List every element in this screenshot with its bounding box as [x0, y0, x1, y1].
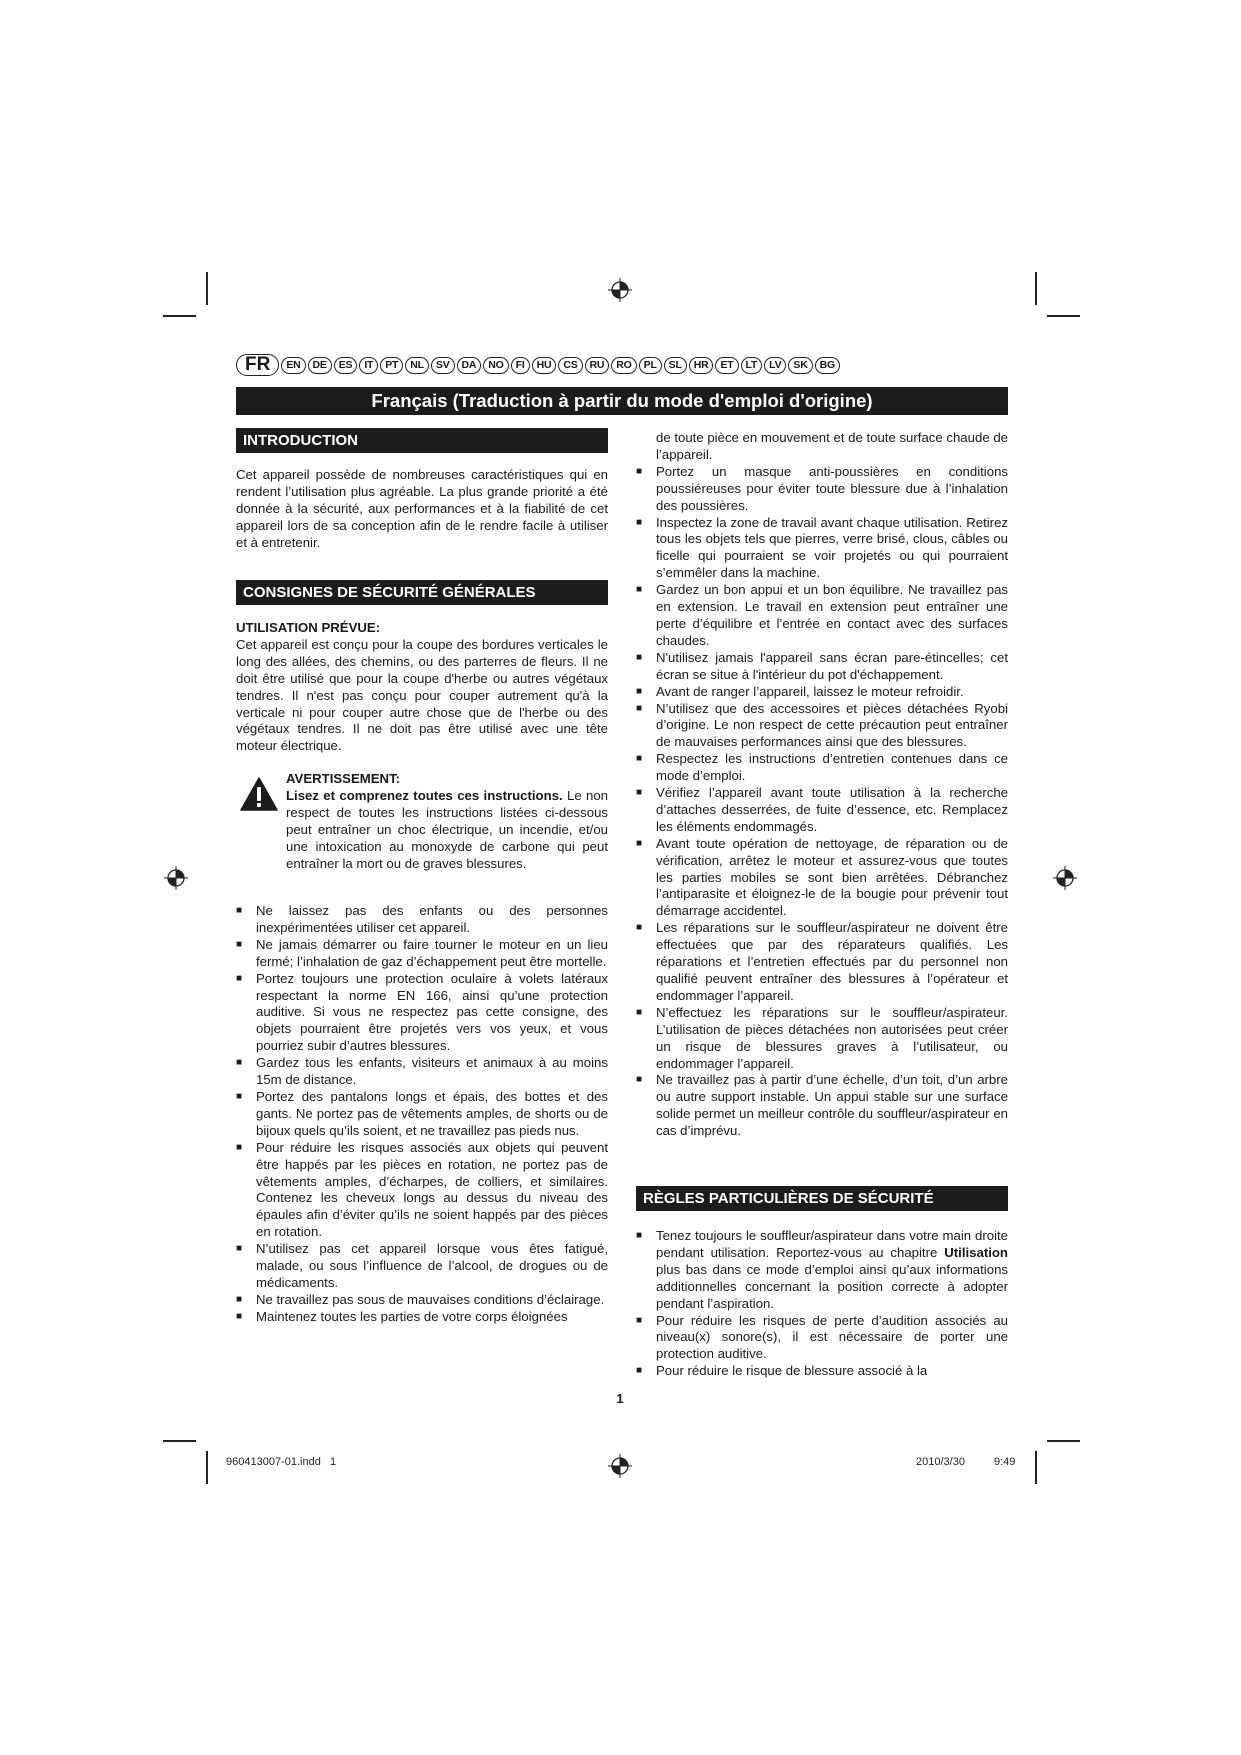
crop-mark: [1035, 272, 1037, 305]
language-tab: SV: [431, 357, 455, 374]
footer-filename: 960413007-01.indd 1: [226, 1456, 337, 1468]
warning-triangle-icon: [240, 777, 278, 811]
introduction-text: [236, 467, 608, 552]
intended-use: [236, 620, 608, 755]
list-item: ■ N’utilisez que des accessoires et pièces détachées Ryobi d’origine. Le non respect de cette précaution peut entraîner de mauvaises performances ainsi que des blessures.: [636, 701, 1008, 752]
paragraph: Cet appareil est conçu pour la coupe des bordures verticales le long des allées, des chemins, ou des parterres de fleurs. Il ne doit être utilisé que pour la coupe d'herbe ou autres végétaux tendres. Il n'est pas conçu pour couper autrement qu'à la verticale ni pour couper autre chose que de l'herbe ou des végétaux tendres. Il ne doit pas être utilisé avec une tête moteur électrique.: [236, 636, 608, 754]
language-tab: DE: [308, 357, 332, 374]
language-tab: LV: [764, 357, 786, 374]
list-item: ■ Inspectez la zone de travail avant chaque utilisation. Retirez tous les objets tels que pierres, verre brisé, clous, câbles ou ficelle qui pourraient se voir projetés ou qui pourraient s’emmêler dans la machine.: [636, 515, 1008, 583]
list-item: ■ Portez un masque anti-poussières en conditions poussiéreuses pour éviter toute blessure due à l’inhalation des poussières.: [636, 464, 1008, 515]
section-heading-general-safety: CONSIGNES DE SÉCURITÉ GÉNÉRALES: [236, 580, 608, 605]
crop-mark: [206, 1451, 208, 1484]
warning-heading: AVERTISSEMENT:: [286, 771, 401, 786]
language-bar: [236, 354, 842, 376]
footer-date: 2010/3/30: [916, 1456, 965, 1468]
page-title: Français (Traduction à partir du mode d'emploi d'origine): [236, 387, 1008, 415]
list-item: ■ N’effectuez les réparations sur le souffleur/aspirateur. L’utilisation de pièces détachées non autorisées peut créer un risque de blessures graves à l’utilisateur, ou endommager l’appareil.: [636, 1005, 1008, 1073]
language-tab: BG: [815, 357, 840, 374]
language-tab: LT: [741, 357, 763, 374]
registration-mark-icon: [1052, 865, 1078, 891]
list-item: ■ Ne travaillez pas à partir d’une échelle, d’un toit, d’un arbre ou autre support instable. Un appui stable sur une surface solide permet un meilleur contrôle du souffleur/aspirateur en cas d’imprévu.: [636, 1072, 1008, 1140]
list-item: ■ N’utilisez pas cet appareil lorsque vous êtes fatigué, malade, ou sous l’influence de l’alcool, de drogues ou de médicaments.: [236, 1241, 608, 1292]
page-number: 1: [616, 1391, 624, 1406]
list-item: ■ Portez des pantalons longs et épais, des bottes et des gants. Ne portez pas de vêtements amples, de shorts ou de bijoux quels qu’ils soient, et ne travaillez pas pieds nus.: [236, 1089, 608, 1140]
crop-mark: [206, 272, 208, 305]
language-tab: HR: [689, 357, 714, 374]
list-item: ■ Respectez les instructions d’entretien contenues dans ce mode d’emploi.: [636, 751, 1008, 785]
language-tab: SK: [788, 357, 812, 374]
list-item: ■ Ne laissez pas des enfants ou des personnes inexpérimentées utiliser cet appareil.: [236, 903, 608, 937]
list-item: ■ Les réparations sur le souffleur/aspirateur ne doivent être effectuées que par des réparateurs qualifiés. Les réparations et l’entretien effectués par du personnel non qualifié peuvent entraîner des blessures à l’opérateur et endommager l’appareil.: [636, 920, 1008, 1005]
continuation-text: de toute pièce en mouvement et de toute surface chaude de l’appareil.: [656, 430, 1008, 462]
crop-mark: [1035, 1451, 1037, 1484]
section-heading-introduction: INTRODUCTION: [236, 428, 608, 453]
registration-mark-icon: [607, 277, 633, 303]
language-tab: HU: [532, 357, 557, 374]
crop-mark: [163, 1440, 196, 1442]
language-tab: CS: [558, 357, 582, 374]
safety-list-left: [236, 903, 608, 1326]
language-tab: IT: [359, 357, 378, 374]
list-item: ■ Ne travaillez pas sous de mauvaises conditions d’éclairage.: [236, 1292, 608, 1309]
list-item: ■ Vérifiez l’appareil avant toute utilisation à la recherche d’attaches desserrées, de fuite d’essence, etc. Remplacez les éléments endommagés.: [636, 785, 1008, 836]
list-item: ■ Pour réduire les risques associés aux objets qui peuvent être happés par les pièces en rotation, ne portez pas de vêtements amples, d’écharpes, de colliers, et similaires. Contenez les cheveux longs au dessus du niveau des épaules afin d’éviter qu’ils ne soient happés par des pièces en rotation.: [236, 1140, 608, 1241]
language-tab: RO: [611, 357, 636, 374]
specific-safety-list: [636, 1228, 1008, 1380]
list-item: ■ Portez toujours une protection oculaire à volets latéraux respectant la norme EN 166, ainsi qu’une protection auditive. Si vous ne respectez pas cette consigne, des objets pourraient être projetés vers vos yeux, et vous pourriez subir d’autres blessures.: [236, 971, 608, 1056]
crop-mark: [1047, 315, 1080, 317]
section-heading-specific-safety: RÈGLES PARTICULIÈRES DE SÉCURITÉ: [636, 1186, 1008, 1211]
paragraph: Cet appareil possède de nombreuses caractéristiques qui en rendent l’utilisation plus agréable. La plus grande priorité a été donnée à la sécurité, aux performances et à la fiabilité de cet appareil lors de sa conception afin de le rendre facile à utiliser et à entretenir.: [236, 467, 608, 550]
list-item: ■ Pour réduire les risques de perte d’audition associés au niveau(x) sonore(s), il est nécessaire de porter une protection auditive.: [636, 1313, 1008, 1364]
list-item: ■ Avant de ranger l’appareil, laissez le moteur refroidir.: [636, 684, 1008, 701]
list-item: ■ Tenez toujours le souffleur/aspirateur dans votre main droite pendant utilisation. Reportez-vous au chapitre Utilisation plus bas dans ce mode d’emploi ainsi qu’aux informations additionnelles concernant la position correcte à adopter pendant l’aspiration.: [636, 1228, 1008, 1313]
warning-bold: Lisez et comprenez toutes ces instructions.: [286, 787, 563, 803]
list-item: ■ Ne jamais démarrer ou faire tourner le moteur en un lieu fermé; l’inhalation de gaz d’échappement peut être mortelle.: [236, 937, 608, 971]
crop-mark: [163, 315, 196, 317]
list-item: ■ Gardez tous les enfants, visiteurs et animaux à au moins 15m de distance.: [236, 1055, 608, 1089]
language-tab: FI: [511, 357, 530, 374]
warning-block: [236, 771, 608, 872]
list-item: ■ Avant toute opération de nettoyage, de réparation ou de vérification, arrêtez le moteur et assurez-vous que toutes les parties mobiles se sont bien arrêtées. Débranchez l’antiparasite et éloignez-le de la bougie pour prévenir tout démarrage accidentel.: [636, 836, 1008, 921]
language-tab: EN: [281, 357, 305, 374]
language-tab: ES: [334, 357, 358, 374]
warning-text: [286, 771, 608, 872]
language-tab: DA: [457, 357, 482, 374]
language-tab: NO: [483, 357, 508, 374]
list-item: ■ Gardez un bon appui et un bon équilibre. Ne travaillez pas en extension. Le travail en extension peut entraîner une perte d’équilibre et l’entrée en contact avec des surfaces chaudes.: [636, 582, 1008, 650]
language-tab: SL: [664, 357, 687, 374]
language-tab: NL: [405, 357, 429, 374]
crop-mark: [1047, 1440, 1080, 1442]
safety-list-right: [636, 430, 1008, 1140]
language-tab: PL: [639, 357, 662, 374]
language-tab: PT: [380, 357, 403, 374]
warning-body: Le non respect de toutes les instructions listées ci-dessous peut entraîner un choc électrique, un incendie, et/ou une intoxication au monoxyde de carbone qui peut entraîner la mort ou de graves blessures.: [286, 787, 608, 871]
language-tab: ET: [715, 357, 738, 374]
list-item: ■ Maintenez toutes les parties de votre corps éloignées: [236, 1309, 608, 1326]
language-tab-primary: FR: [236, 354, 279, 376]
subheading-intended-use: UTILISATION PRÉVUE:: [236, 620, 381, 635]
list-item: ■ N'utilisez jamais l'appareil sans écran pare-étincelles; cet écran se situe à l'intérieur du pot d'échappement.: [636, 650, 1008, 684]
footer-time: 9:49: [994, 1456, 1016, 1468]
registration-mark-icon: [163, 865, 189, 891]
language-tab: RU: [585, 357, 610, 374]
registration-mark-icon: [607, 1453, 633, 1479]
list-item: ■ Pour réduire le risque de blessure associé à la: [636, 1363, 1008, 1380]
